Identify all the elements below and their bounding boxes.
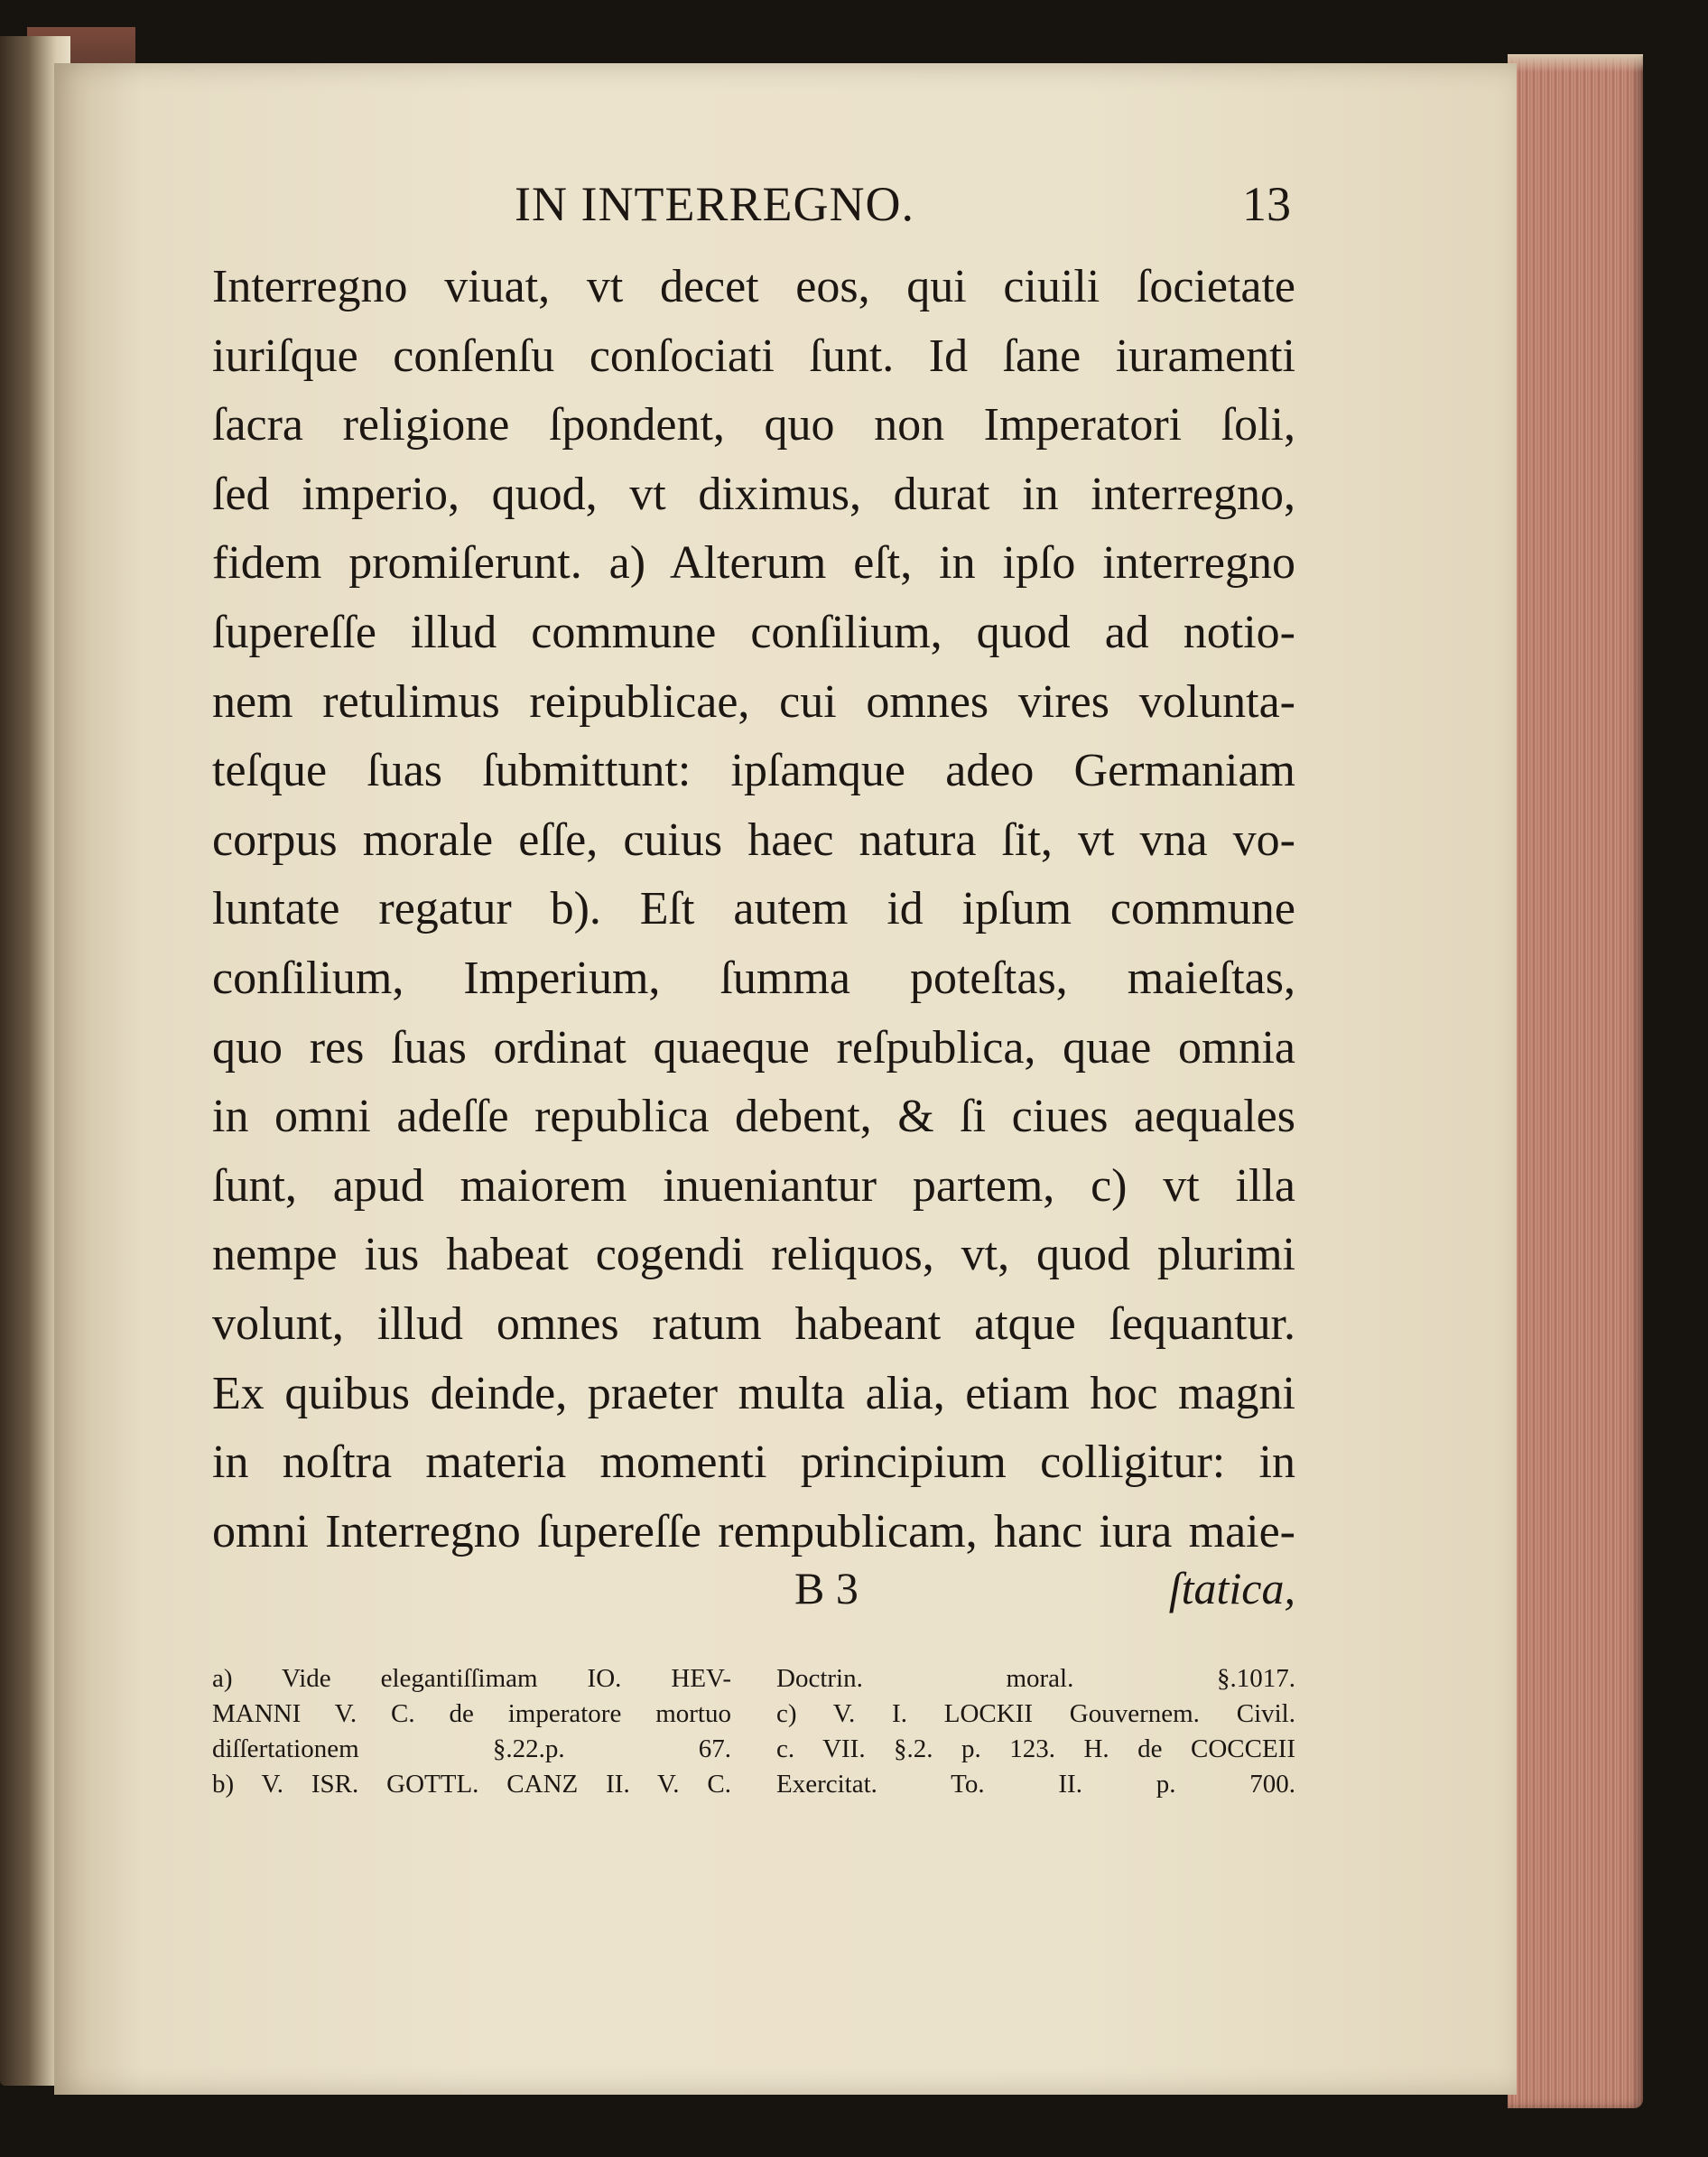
body-line: ſed imperio, quod, vt diximus, durat in interregno, [212, 468, 1295, 520]
footnotes-left-column [212, 1661, 731, 1802]
page-header [515, 176, 1291, 239]
body-line: nempe ius habeat cogendi reliquos, vt, quod plurimi [212, 1229, 1295, 1281]
page-number: 13 [1242, 177, 1291, 231]
body-line: ſunt, apud maiorem inueniantur partem, c) vt illa [212, 1159, 1295, 1212]
body-line: Ex quibus deinde, praeter multa alia, etiam hoc magni [212, 1367, 1295, 1419]
body-line: in omni adeſſe republica debent, & ſi ciues aequales [212, 1091, 1295, 1143]
body-line: conſilium, Imperium, ſumma poteſtas, maieſtas, [212, 952, 1295, 1004]
footnotes [212, 1661, 1304, 1799]
running-head: IN INTERREGNO. [515, 177, 914, 231]
body-line: luntate regatur b). Eſt autem id ipſum commune [212, 883, 1295, 935]
body-line: iuriſque conſenſu conſociati ſunt. Id ſane iuramenti [212, 330, 1295, 382]
footnote-line: Exercitat. To. II. p. 700. [776, 1770, 1295, 1799]
body-line: in noſtra materia momenti principium colligitur: in [212, 1436, 1295, 1489]
footnote-line: c) V. I. LOCKII Gouvernem. Civil. [776, 1699, 1295, 1728]
footnotes-right-column [776, 1661, 1295, 1802]
page-edges-highlight [1508, 54, 1643, 72]
body-line: omni Interregno ſupereſſe rempublicam, hanc iura maie- [212, 1505, 1295, 1557]
body-line: teſque ſuas ſubmittunt: ipſamque adeo Germaniam [212, 745, 1295, 797]
signature-line [212, 1562, 1295, 1625]
body-line: Interregno viuat, vt decet eos, qui ciuili ſocietate [212, 261, 1295, 312]
footnote-line: b) V. ISR. GOTTL. CANZ II. V. C. [212, 1770, 731, 1799]
footnote-line: a) Vide elegantiſſimam IO. HEV- [212, 1664, 731, 1693]
catchword: ſtatica, [1168, 1563, 1295, 1613]
footnote-line: c. VII. §.2. p. 123. H. de COCCEII [776, 1734, 1295, 1763]
footnote-line: diſſertationem §.22.p. 67. [212, 1734, 731, 1763]
body-line: fidem promiſerunt. a) Alterum eſt, in ipſo interregno [212, 537, 1295, 590]
body-line: corpus morale eſſe, cuius haec natura ſit, vt vna vo- [212, 814, 1295, 866]
body-text [212, 253, 1295, 1567]
footnote-line: MANNI V. C. de imperatore mortuo [212, 1699, 731, 1728]
body-line: ſupereſſe illud commune conſilium, quod ad notio- [212, 606, 1295, 658]
body-line: quo res ſuas ordinat quaeque reſpublica, quae omnia [212, 1021, 1295, 1074]
body-line: ſacra religione ſpondent, quo non Imperatori ſoli, [212, 399, 1295, 451]
body-line: volunt, illud omnes ratum habeant atque ſequantur. [212, 1297, 1295, 1350]
book-page-edges [1508, 54, 1643, 2108]
footnote-line: Doctrin. moral. §.1017. [776, 1664, 1295, 1693]
signature-mark: B 3 [794, 1563, 859, 1613]
body-line: nem retulimus reipublicae, cui omnes vires volunta- [212, 675, 1295, 728]
